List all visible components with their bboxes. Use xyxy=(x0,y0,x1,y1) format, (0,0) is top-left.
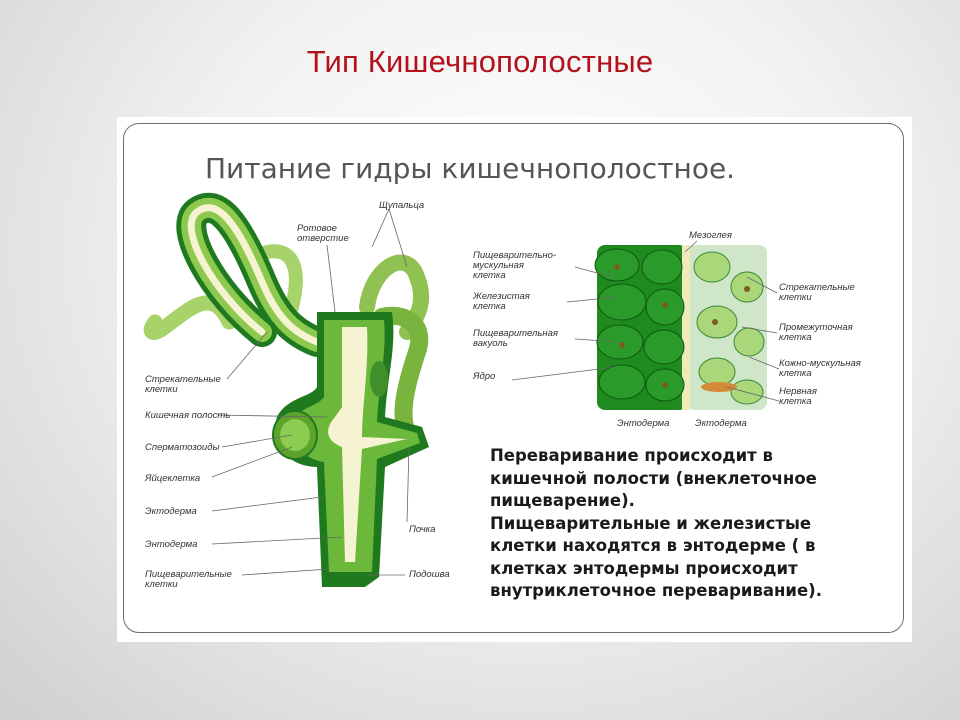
label-digestive-vacuole: Пищеварительная вакуоль xyxy=(473,328,558,349)
label-tissue-ectoderm: Эктодерма xyxy=(695,418,747,429)
diagram-panel xyxy=(117,117,912,642)
label-nerve-cell: Нервная клетка xyxy=(779,386,817,407)
label-mouth: Ротовое отверстие xyxy=(297,223,349,244)
label-ectoderm: Эктодерма xyxy=(145,506,197,517)
slide-title: Тип Кишечнополостные xyxy=(306,44,654,79)
label-tissue-entoderm: Энтодерма xyxy=(617,418,670,429)
label-sole: Подошва xyxy=(409,569,450,580)
label-digestive-muscle-cell: Пищеварительно- мускульная клетка xyxy=(473,250,557,281)
label-stinging-cells: Стрекательные клетки xyxy=(145,374,221,395)
label-entoderm: Энтодерма xyxy=(145,539,198,550)
hydra-body xyxy=(273,312,429,587)
label-tissue-stinging-cells: Стрекательные клетки xyxy=(779,282,855,303)
label-tentacles: Щупальца xyxy=(379,200,425,211)
label-mesoglea: Мезоглея xyxy=(689,230,732,241)
label-egg: Яйцеклетка xyxy=(145,473,201,484)
panel-heading: Питание гидры кишечнополостное. xyxy=(205,152,736,185)
label-sperm: Сперматозоиды xyxy=(145,442,220,453)
label-bud: Почка xyxy=(409,524,436,535)
label-intermediate-cell: Промежуточная клетка xyxy=(779,322,853,343)
tissue-section xyxy=(595,245,767,410)
label-gut-cavity: Кишечная полость xyxy=(145,410,231,421)
label-digestive-cells: Пищеварительные клетки xyxy=(145,569,232,590)
label-skin-muscle-cell: Кожно-мускульная клетка xyxy=(779,358,861,379)
description-text: Переваривание происходит в кишечной полости (внеклеточное пищеварение). Пищеварительные и железистые клетки находятся в энтодерме ( в клетках энтодермы происходит внутриклеточное переваривание). xyxy=(490,446,822,600)
label-nucleus: Ядро xyxy=(473,371,496,382)
label-glandular-cell: Железистая клетка xyxy=(473,291,530,312)
